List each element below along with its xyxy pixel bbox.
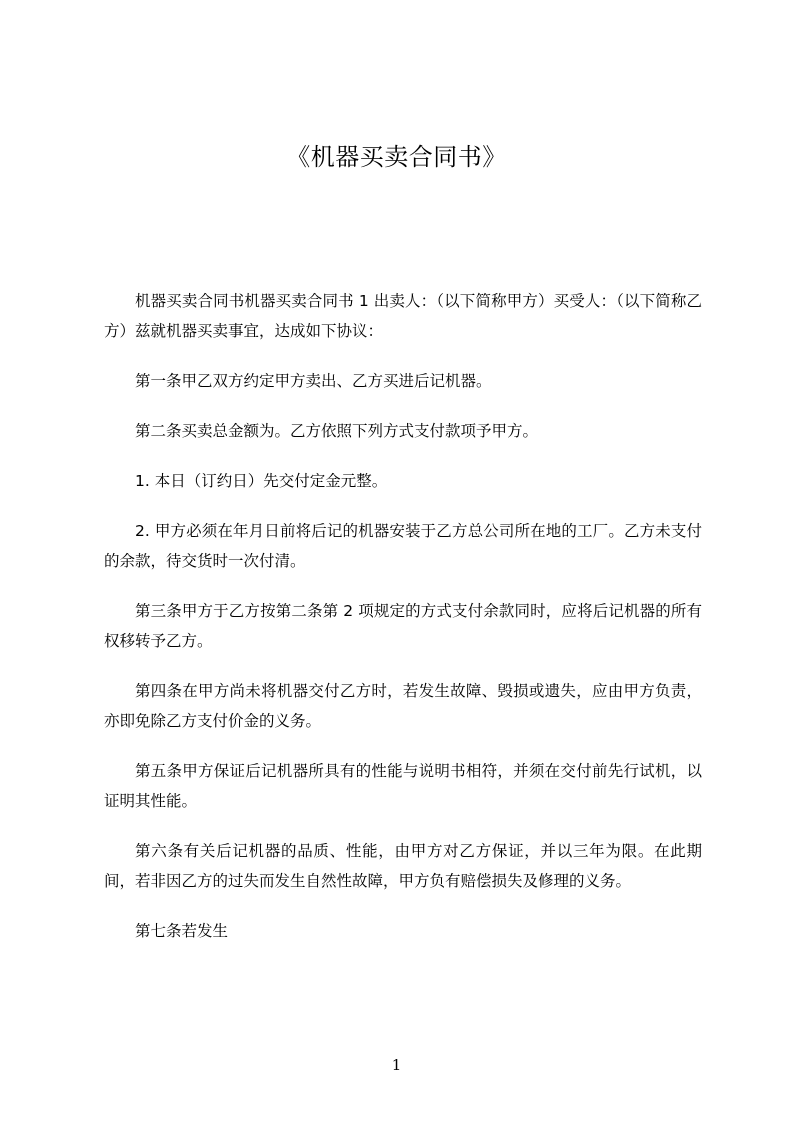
paragraph-article-7: 第七条若发生 — [135, 922, 229, 940]
paragraph-intro: 机器买卖合同书机器买卖合同书 1 出卖人：（以下简称甲方）买受人：（以下简称乙方）兹就机器买卖事宜，达成如下协议： — [104, 292, 702, 340]
document-title: 《机器买卖合同书》 — [286, 143, 507, 171]
document-body — [104, 286, 702, 966]
paragraph-article-5: 第五条甲方保证后记机器所具有的性能与说明书相符，并须在交付前先行试机，以证明其性能。 — [104, 762, 702, 810]
page-number: 1 — [391, 1056, 402, 1074]
paragraph-article-1: 第一条甲乙双方约定甲方卖出、乙方买进后记机器。 — [135, 372, 492, 390]
paragraph-article-3: 第三条甲方于乙方按第二条第 2 项规定的方式支付余款同时，应将后记机器的所有权移转予乙方。 — [104, 602, 702, 650]
paragraph-article-6: 第六条有关后记机器的品质、性能，由甲方对乙方保证，并以三年为限。在此期间，若非因乙方的过失而发生自然性故障，甲方负有赔偿损失及修理的义务。 — [104, 842, 702, 890]
paragraph-article-2: 第二条买卖总金额为。乙方依照下列方式支付款项予甲方。 — [135, 422, 539, 440]
paragraph-article-2-item-2: 2. 甲方必须在年月日前将后记的机器安装于乙方总公司所在地的工厂。乙方未支付的余款，待交货时一次付清。 — [104, 522, 702, 570]
paragraph-article-2-item-1: 1. 本日（订约日）先交付定金元整。 — [135, 472, 388, 490]
paragraph-article-4: 第四条在甲方尚未将机器交付乙方时，若发生故障、毁损或遗失，应由甲方负责，亦即免除乙方支付价金的义务。 — [104, 682, 702, 730]
